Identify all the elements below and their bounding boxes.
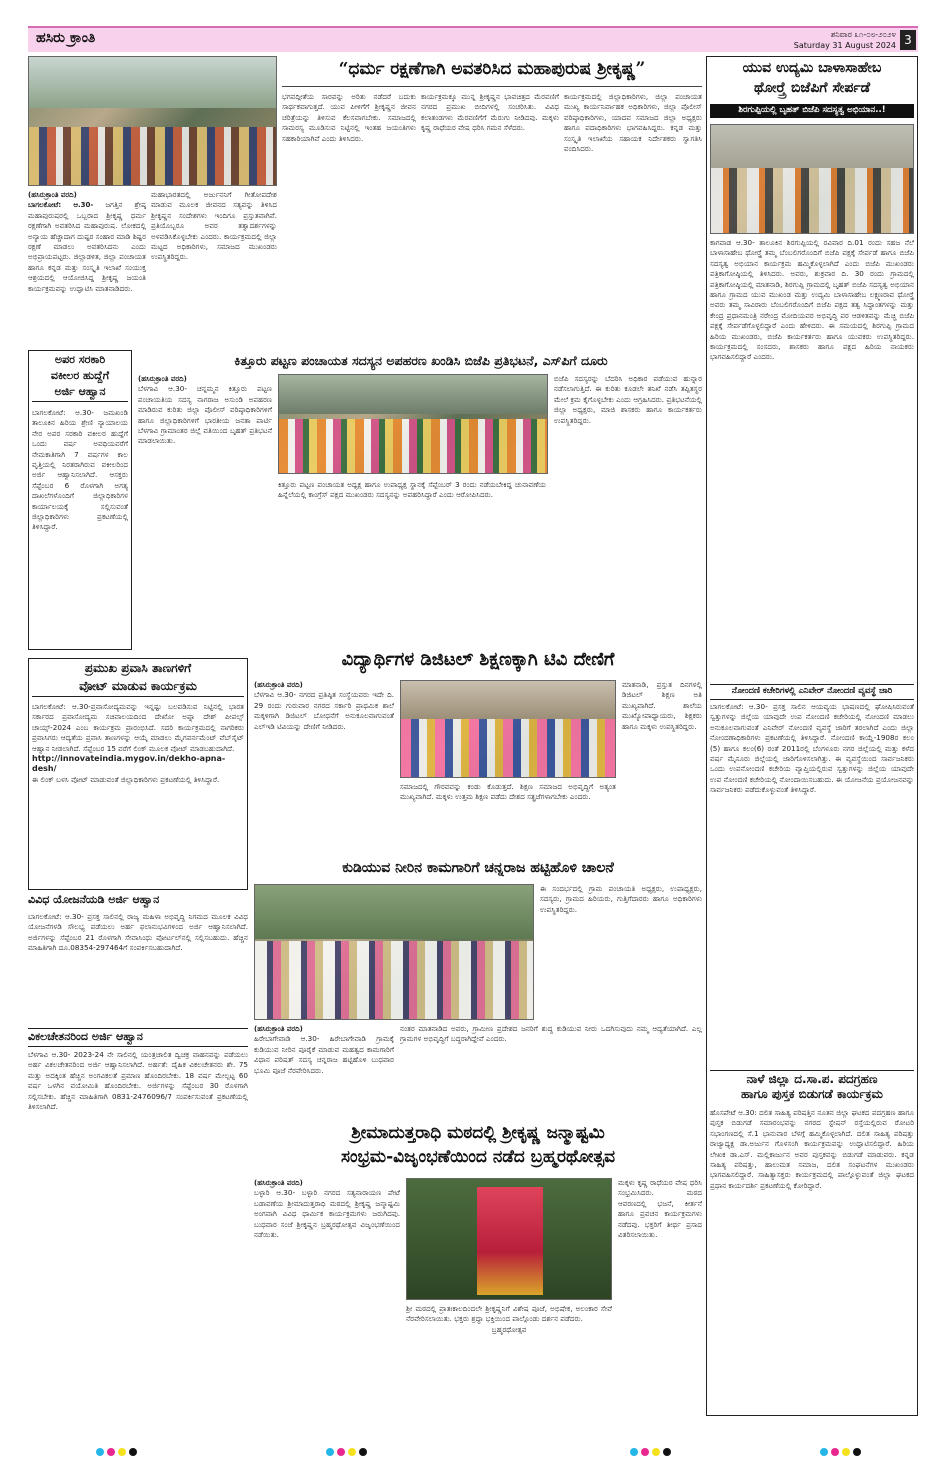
photo-background xyxy=(711,125,913,168)
story10-caption: ಬ್ರಹ್ಮರಥೋತ್ಸವ xyxy=(491,1325,527,1334)
story4-column-3 xyxy=(554,374,702,644)
story1-column-1 xyxy=(28,190,146,360)
story5-link[interactable]: http://innovateindia.mygov.in/dekho-apna-desh/ xyxy=(32,754,226,774)
issue-date xyxy=(794,29,896,51)
story9-text-1: ಹಿರೇಬಾಗೇವಾಡಿ ಆ.30- ಹಿರೇಬಾಗೇವಾಡಿ ಗ್ರಾಮಕ್ಕೆ ಕುಡಿಯುವ ನೀರಿನ ಪೂರೈಕೆ ಮಾಡುವ ಮಹತ್ವದ ಕಾಮಗಾರಿಗೆ ವಿಧಾನ ಪರಿಷತ್ ಸದಸ್ಯ ಚನ್ನರಾಜ ಹಟ್ಟಿಹೊಳಿ ಬುಧವಾರ ಭೂಮಿ ಪೂಜೆ ನೆರವೇರಿಸಿದರು. xyxy=(254,1034,394,1075)
cyan-dot xyxy=(96,1448,104,1456)
story8-credit: (ಹಸಿರುಕ್ರಾಂತಿ ವರದಿ) xyxy=(254,681,303,689)
photo-people xyxy=(711,168,913,233)
story7-text: ಬೆಳಗಾವಿ ಆ.30- 2023-24 ನೇ ಸಾಲಿನಲ್ಲಿ ಯಂತ್ರಚಾಲಿತ ದ್ವಿಚಕ್ರ ವಾಹನವನ್ನು ಪಡೆಯಲು ಅರ್ಹ ವಿಕಲಚೇತನರಿಂದ ಅರ್ಜಿ ಆಹ್ವಾನಿಸಲಾಗಿದೆ. ಅರ್ಹತೆ: ದೈಹಿಕ ವಿಕಲಚೇತನರು ಶೇ. 75 ಮತ್ತು ಅದಕ್ಕಿಂತ ಹೆಚ್ಚಿನ ಅಂಗವಿಕಲತೆ ಪ್ರಮಾಣ ಹೊಂದಿರಬೇಕು. 18 ವರ್ಷ ಮೇಲ್ಪಟ್ಟ 60 ವರ್ಷ ಒಳಗಿನ ವಯೋಮಿತಿ ಹೊಂದಿರಬೇಕು. ಅರ್ಜಿಗಳನ್ನು ಸೆಪ್ಟೆಂಬರ 30 ರೊಳಗಾಗಿ ಸಲ್ಲಿಸಬೇಕು. ಹೆಚ್ಚಿನ ಮಾಹಿತಿಗಾಗಿ 0831-2476096/7 ಸಂಪರ್ಕಿಸುವಂತೆ ಪ್ರಕಟಣೆಯಲ್ಲಿ ತಿಳಿಸಲಾಗಿದೆ. xyxy=(28,1050,248,1112)
yellow-dot xyxy=(842,1448,850,1456)
story4-photo xyxy=(278,374,548,474)
story8-text-3: ಮಾತನಾಡಿ, ಪ್ರಸ್ತುತ ದಿನಗಳಲ್ಲಿ ಡಿಜಿಟಲ್ ಶಿಕ್ಷಣ ಅತಿ ಮುಖ್ಯವಾಗಿದೆ. ಶಾಲೆಯ ಮುಖ್ಯೋಪಾಧ್ಯಾಯರು, ಶಿಕ್ಷಕರು ಹಾಗೂ ಮಕ್ಕಳು ಉಪಸ್ಥಿತರಿದ್ದರು. xyxy=(622,680,702,731)
story1-credit: (ಹಸಿರುಕ್ರಾಂತಿ ವರದಿ) xyxy=(28,191,77,199)
story4-column-1 xyxy=(138,374,272,644)
story8-text-2: ಸಮಾಜದಲ್ಲಿ ಗೌರವವನ್ನು ಕಂಡು ಕೊಡುತ್ತದೆ. ಶಿಕ್ಷಣ ಸಮಾಜದ ಅಭಿವೃದ್ಧಿಗೆ ಅತ್ಯಂತ ಮುಖ್ಯವಾಗಿದೆ. ಮಕ್ಕಳು ಉತ್ತಮ ಶಿಕ್ಷಣ ಪಡೆದು ದೇಶದ ಸತ್ಪ್ರಜೆಗಳಾಗಬೇಕು ಎಂದರು. xyxy=(400,782,616,802)
story2-subhead: ಶಿರಗುಪ್ಪಿಯಲ್ಲಿ ಬೃಹತ್ ಬಿಜೆಪಿ ಸದಸ್ಯತ್ವ ಅಭಿಯಾನ..! xyxy=(710,104,914,118)
story10-headline-1: ಶ್ರೀಮಾದುತ್ತರಾಧಿ ಮಠದಲ್ಲಿ ಶ್ರೀಕೃಷ್ಣ ಜನ್ಮಾಷ್ಟಮಿ xyxy=(351,1123,605,1143)
story1-dateline: ಬಾಗಲಕೋಟೆ: ಆ.30- xyxy=(28,201,94,210)
story1-column-4 xyxy=(421,92,559,360)
issue-date-english: Saturday 31 August 2024 xyxy=(793,41,896,50)
photo-background xyxy=(255,885,533,939)
cyan-dot xyxy=(326,1448,334,1456)
story1-column-2 xyxy=(151,190,277,360)
story10-column-1 xyxy=(254,1178,400,1418)
story4-text-2: ಕಿತ್ತೂರು ಪಟ್ಟಣ ಪಂಚಾಯತ ಅಧ್ಯಕ್ಷ ಹಾಗೂ ಉಪಾಧ್ಯಕ್ಷ ಸ್ಥಾನಕ್ಕೆ ಸೆಪ್ಟೆಂಬರ್ 3 ರಂದು ನಡೆಯಬೇಕಿದ್ದ ಚುನಾವಣೆಯ ಹಿನ್ನೆಲೆಯಲ್ಲಿ ಕಾಂಗ್ರೆಸ್ ಪಕ್ಷದ ಮುಖಂಡರು ಸದಸ್ಯನನ್ನು ಅಪಹರಿಸಿದ್ದಾರೆ ಎಂದು ಆರೋಪಿಸಿದರು. xyxy=(278,480,546,500)
story1-text-1: ಜಗತ್ತಿನ ಶ್ರೇಷ್ಠ ಮಹಾಪುರುಷರಲ್ಲಿ ಒಬ್ಬರಾದ ಶ್ರೀಕೃಷ್ಣ ಧರ್ಮ ರಕ್ಷಣೆಗಾಗಿ ಅವತರಿಸಿದ ಮಹಾಪುರುಷ. ಲೋಕದಲ್ಲಿ ಅನ್ಯಾಯ ಹೆಚ್ಚಾದಾಗ ದುಷ್ಟರ ಸಂಹಾರ ಮಾಡಿ ಶಿಷ್ಟರ ರಕ್ಷಣೆ ಮಾಡಲು ಅವತರಿಸಿದನು ಎಂದು ಅಭಿಪ್ರಾಯಪಟ್ಟರು. ಜಿಲ್ಲಾಡಳಿತ, ಜಿಲ್ಲಾ ಪಂಚಾಯತ ಹಾಗೂ ಕನ್ನಡ ಮತ್ತು ಸಂಸ್ಕೃತಿ ಇಲಾಖೆ ಸಂಯುಕ್ತ ಆಶ್ರಯದಲ್ಲಿ ಆಯೋಜಿಸಿದ್ದ ಶ್ರೀಕೃಷ್ಣ ಜಯಂತಿ ಕಾರ್ಯಕ್ರಮವನ್ನು ಉದ್ಘಾಟಿಸಿ ಮಾತನಾಡಿದರು. xyxy=(28,200,146,293)
story11-title: ನೋಂದಣಿ ಕಚೇರಿಗಳಲ್ಲಿ ಎನಿವೇರ್ ನೋಂದಣಿ ವ್ಯವಸ್ಥೆ ಜಾರಿ xyxy=(710,684,914,700)
story8-text-1: ಬೆಳಗಾವಿ ಆ.30- ನಗರದ ಪ್ರತಿಷ್ಠಿತ ಸಂಸ್ಥೆಯವರು ಇದೇ ದಿ. 29 ರಂದು ಗುರುವಾರ ನಗರದ ಸರ್ಕಾರಿ ಪ್ರಾಥಮಿಕ ಶಾಲೆ ಮಕ್ಕಳಿಗಾಗಿ ಡಿಜಿಟಲ್ ಬೋಧನೆಗೆ ಅನುಕೂಲವಾಗುವಂತೆ ಎಲ್‌ಇಡಿ ಟಿವಿಯನ್ನು ದೇಣಿಗೆ ನೀಡಿದರು. xyxy=(254,690,394,731)
chariot-shape xyxy=(477,1187,543,1295)
story10-text-1: ಬಳ್ಳಾರಿ ಆ.30- ಬಳ್ಳಾರಿ ನಗರದ ಸತ್ಯನಾರಾಯಣ ಪೇಟೆ ಬಡಾವಣೆಯ ಶ್ರೀಮಾದುತ್ತರಾಧಿ ಮಠದಲ್ಲಿ ಶ್ರೀಕೃಷ್ಣ ಜನ್ಮಾಷ್ಟಮಿ ಅಂಗವಾಗಿ ವಿವಿಧ ಧಾರ್ಮಿಕ ಕಾರ್ಯಕ್ರಮಗಳು ಜರುಗಿದವು. ಬುಧವಾರ ಸಂಜೆ ಶ್ರೀಕೃಷ್ಣನ ಬ್ರಹ್ಮರಥೋತ್ಸವ ವಿಜೃಂಭಣೆಯಿಂದ ನಡೆಯಿತು. xyxy=(254,1188,400,1240)
story5-title-1: ಪ್ರಮುಖ ಪ್ರವಾಸಿ ತಾಣಗಳಿಗೆ xyxy=(84,661,192,675)
photo-background xyxy=(401,681,615,719)
yellow-dot xyxy=(118,1448,126,1456)
story1-text-2: ಮಹಾಭಾರತದಲ್ಲಿ ಅರ್ಜುನನಿಗೆ ಗೀತೋಪದೇಶ ಮಾಡುವ ಮೂಲಕ ಜೀವನದ ಸತ್ಯವನ್ನು ತಿಳಿಸಿದ ಶ್ರೀಕೃಷ್ಣನ ಸಂದೇಶಗಳು ಇಂದಿಗೂ ಪ್ರಸ್ತುತವಾಗಿವೆ. ಪ್ರತಿಯೊಬ್ಬರೂ ಅವರ ತತ್ವಾದರ್ಶಗಳನ್ನು ಅಳವಡಿಸಿಕೊಳ್ಳಬೇಕು ಎಂದರು. ಕಾರ್ಯಕ್ರಮದಲ್ಲಿ ಜಿಲ್ಲಾ ಮಟ್ಟದ ಅಧಿಕಾರಿಗಳು, ಸಮಾಜದ ಮುಖಂಡರು ಉಪಸ್ಥಿತರಿದ್ದರು. xyxy=(151,190,277,262)
story1-text-4: ಕಾರ್ಯಕ್ರಮಕ್ಕೂ ಮುನ್ನ ಶ್ರೀಕೃಷ್ಣನ ಭಾವಚಿತ್ರದ ಮೆರವಣಿಗೆ ನಗರದ ಪ್ರಮುಖ ಬೀದಿಗಳಲ್ಲಿ ಸಂಚರಿಸಿತು. ವಿವಿಧ ಕಲಾತಂಡಗಳು ಮೆರವಣಿಗೆಗೆ ಮೆರುಗು ನೀಡಿದವು. ಮಕ್ಕಳು ಕೃಷ್ಣ ರಾಧೆಯರ ವೇಷ ಧರಿಸಿ ಗಮನ ಸೆಳೆದರು. xyxy=(421,92,559,133)
story1-headline: “ಧರ್ಮ ರಕ್ಷಣೆಗಾಗಿ ಅವತರಿಸಿದ ಮಹಾಪುರುಷ ಶ್ರೀಕೃಷ್ಣ” xyxy=(338,59,646,79)
story8-column-2 xyxy=(400,782,616,834)
story2-text: ಕಾಗವಾಡ ಆ.30- ತಾಲೂಕಿನ ಶಿರಗುಪ್ಪಿಯಲ್ಲಿ ರವಿವಾರ ದಿ.01 ರಂದು ಸಹಜ ನೆಲೆ ಬಾಳಾಸಾಹೇಬ ಥೋರ್‍ತ್ರೆ ತಮ್ಮ ಬೆಂಬಲಿಗರೊಂದಿಗೆ ಬಿಜೆಪಿ ಪಕ್ಷಕ್ಕೆ ಸೇರ್ಪಡೆ ಹಾಗೂ ಬಿಜೆಪಿ ಸದಸ್ಯತ್ವ ಅಭಿಯಾನ ಕಾರ್ಯಕ್ರಮ ಹಮ್ಮಿಕೊಳ್ಳಲಾಗಿದೆ ಎಂದು ಬಿಜೆಪಿ ಮುಖಂಡರು ಪತ್ರಿಕಾಗೋಷ್ಠಿಯಲ್ಲಿ ತಿಳಿಸಿದರು. ಅವರು, ಶುಕ್ರವಾರ ದಿ. 30 ರಂದು ಗ್ರಾಮದಲ್ಲಿ ಪತ್ರಿಕಾಗೋಷ್ಠಿಯಲ್ಲಿ ಮಾತನಾಡಿ, ಶಿರಗುಪ್ಪಿ ಗ್ರಾಮದಲ್ಲಿ ಬೃಹತ್ ಬಿಜೆಪಿ ಸದಸ್ಯತ್ವ ಅಭಿಯಾನ ಹಾಗೂ ಗ್ರಾಮದ ಯುವ ಮುಖಂಡ ಮತ್ತು ಉದ್ಯಮಿ ಬಾಳಾಸಾಹೇಬ ಲಕ್ಷ್ಮಣರಾವ ಥೋರ್‍ತ್ರೆ ಅವರು ತಮ್ಮ ಸಾವಿರಾರು ಬೆಂಬಲಿಗರೊಂದಿಗೆ ಬಿಜೆಪಿ ಪಕ್ಷದ ತತ್ವ ಸಿದ್ಧಾಂತಗಳನ್ನು ಮತ್ತು ಕೇಂದ್ರ ಪ್ರಧಾನಮಂತ್ರಿ ನರೇಂದ್ರ ಮೋದಿಯವರ ಅಭಿವೃದ್ಧಿ ಪರ ಆಡಳಿತವನ್ನು ಮೆಚ್ಚಿ ಬಿಜೆಪಿ ಪಕ್ಷಕ್ಕೆ ಸೇರ್ಪಡೆಗೊಳ್ಳಲಿದ್ದಾರೆ ಎಂದು ಹೇಳಿದರು. ಈ ಸಮಯದಲ್ಲಿ ಶಿರಗುಪ್ಪಿ ಗ್ರಾಮದ ಹಿರಿಯ ಮುಖಂಡರು, ಬಿಜೆಪಿ ಕಾರ್ಯಕರ್ತರು ಹಾಗೂ ಯುವಕರು ಉಪಸ್ಥಿತರಿದ್ದರು. ಕಾರ್ಯಕ್ರಮದಲ್ಲಿ ಸಂಸದರು, ಶಾಸಕರು ಹಾಗೂ ಪಕ್ಷದ ಹಿರಿಯ ನಾಯಕರು ಭಾಗವಹಿಸಲಿದ್ದಾರೆ ಎಂದರು. xyxy=(710,238,914,362)
story10-text-2: ಶ್ರೀ ಮಠದಲ್ಲಿ ಪ್ರಾತಃಕಾಲದಿಂದಲೇ ಶ್ರೀಕೃಷ್ಣನಿಗೆ ವಿಶೇಷ ಪೂಜೆ, ಅಭಿಷೇಕ, ಅಲಂಕಾರ ಸೇವೆ ನೆರವೇರಿಸಲಾಯಿತು. ಭಕ್ತರು ಶ್ರದ್ಧಾ ಭಕ್ತಿಯಿಂದ ಪಾಲ್ಗೊಂಡು ದರ್ಶನ ಪಡೆದರು. xyxy=(406,1304,612,1324)
story4-headline: ಕಿತ್ತೂರು ಪಟ್ಟಣ ಪಂಚಾಯತ ಸದಸ್ಯನ ಅಪಹರಣ ಖಂಡಿಸಿ ಬಿಜೆಪಿ ಪ್ರತಿಭಟನೆ, ಎಸ್‌ಪಿಗೆ ದೂರು xyxy=(234,353,608,368)
story4-text-3: ಬಿಜೆಪಿ ಸದಸ್ಯರನ್ನು ಬೆದರಿಸಿ ಅಧಿಕಾರ ಪಡೆಯುವ ಹುನ್ನಾರ ನಡೆಸಲಾಗುತ್ತಿದೆ. ಈ ಕುರಿತು ಕೂಡಲೇ ತನಿಖೆ ನಡೆಸಿ ತಪ್ಪಿತಸ್ಥರ ಮೇಲೆ ಕ್ರಮ ಕೈಗೊಳ್ಳಬೇಕು ಎಂದು ಆಗ್ರಹಿಸಿದರು. ಪ್ರತಿಭಟನೆಯಲ್ಲಿ ಜಿಲ್ಲಾ ಅಧ್ಯಕ್ಷರು, ಮಾಜಿ ಶಾಸಕರು ಹಾಗೂ ಕಾರ್ಯಕರ್ತರು ಉಪಸ್ಥಿತರಿದ್ದರು. xyxy=(554,374,702,425)
photo-people xyxy=(29,127,276,185)
story12-title-2: ಹಾಗೂ ಪುಸ್ತಕ ಬಿಡುಗಡೆ ಕಾರ್ಯಕ್ರಮ xyxy=(741,1087,883,1101)
story8-photo xyxy=(400,680,616,778)
story10-column-3 xyxy=(618,1178,702,1418)
magenta-dot xyxy=(337,1448,345,1456)
photo-people xyxy=(401,719,615,777)
photo-people xyxy=(255,941,533,1019)
magenta-dot xyxy=(831,1448,839,1456)
story5-text xyxy=(32,702,244,886)
story9-column-3 xyxy=(540,884,702,1020)
story3-title-3: ಅರ್ಜಿ ಆಹ್ವಾನ xyxy=(32,386,128,402)
story9-column-1 xyxy=(254,1024,394,1118)
yellow-dot xyxy=(652,1448,660,1456)
magenta-dot xyxy=(107,1448,115,1456)
story4-text-1: ಬೆಳಗಾವಿ ಆ.30- ಚನ್ನಮ್ಮನ ಕಿತ್ತೂರು ಪಟ್ಟಣ ಪಂಚಾಯತಿಯ ಸದಸ್ಯ ನಾಗರಾಜ ಅಸುಂಡಿ ಅಪಹರಣ ಮಾಡಿರುವ ಕುರಿತು ಜಿಲ್ಲಾ ಪೊಲೀಸ್ ವರಿಷ್ಠಾಧಿಕಾರಿಗಳಿಗೆ ಹಾಗೂ ಜಿಲ್ಲಾಧಿಕಾರಿಗಳಿಗೆ ಭಾರತೀಯ ಜನತಾ ಪಾರ್ಟಿ ಬೆಳಗಾವಿ ಗ್ರಾಮಾಂತರ ಜಿಲ್ಲೆ ವತಿಯಿಂದ ಬೃಹತ್ ಪ್ರತಿಭಟನೆ ಮಾಡಲಾಯಿತು. xyxy=(138,384,272,446)
story12-title-1: ನಾಳೆ ಜಿಲ್ಲಾ ದ.ಸಾ.ಪ. ಪದಗ್ರಹಣ xyxy=(710,1070,914,1087)
story4-credit: (ಹಸಿರುಕ್ರಾಂತಿ ವರದಿ) xyxy=(138,375,187,383)
story1-headline-rule xyxy=(282,86,702,87)
photo-people xyxy=(279,419,547,473)
story3-title-1: ಅಪರ ಸರಕಾರಿ xyxy=(54,353,106,366)
cyan-dot xyxy=(820,1448,828,1456)
black-dot xyxy=(129,1448,137,1456)
magenta-dot xyxy=(641,1448,649,1456)
yellow-dot xyxy=(348,1448,356,1456)
story10-text-3: ಮಕ್ಕಳು ಕೃಷ್ಣ ರಾಧೆಯರ ವೇಷ ಧರಿಸಿ ಸಂಭ್ರಮಿಸಿದರು. ಮಠದ ಆವರಣದಲ್ಲಿ ಭಜನೆ, ಕೀರ್ತನೆ ಹಾಗೂ ಪ್ರವಚನ ಕಾರ್ಯಕ್ರಮಗಳು ನಡೆದವು. ಭಕ್ತರಿಗೆ ತೀರ್ಥ ಪ್ರಸಾದ ವಿತರಿಸಲಾಯಿತು. xyxy=(618,1178,702,1240)
story6-title: ವಿವಿಧ ಯೋಜನೆಯಡಿ ಅರ್ಜಿ ಆಹ್ವಾನ xyxy=(28,893,160,906)
story1-photo xyxy=(28,56,277,186)
story8-column-1 xyxy=(254,680,394,830)
story8-headline: ವಿದ್ಯಾರ್ಥಿಗಳ ಡಿಜಿಟಲ್ ಶಿಕ್ಷಣಕ್ಕಾಗಿ ಟಿವಿ ದೇಣಿಗೆ xyxy=(341,649,615,670)
masthead xyxy=(28,26,918,52)
story12-text: ಹೊಸಪೇಟೆ ಆ.30: ದಲಿತ ಸಾಹಿತ್ಯ ಪರಿಷತ್ತಿನ ನೂತನ ಜಿಲ್ಲಾ ಘಟಕದ ಪದಗ್ರಹಣ ಹಾಗೂ ಪುಸ್ತಕ ಬಿಡುಗಡೆ ಸಮಾರಂಭವನ್ನು ನಗರದ ಸ್ಟೇಷನ್ ರಸ್ತೆಯಲ್ಲಿರುವ ರೋಟರಿ ಸಭಾಂಗಣದಲ್ಲಿ ಸೆ.1 ಭಾನುವಾರ ಬೆಳಗ್ಗೆ ಹಮ್ಮಿಕೊಳ್ಳಲಾಗಿದೆ. ದಲಿತ ಸಾಹಿತ್ಯ ಪರಿಷತ್ತು ರಾಜ್ಯಾಧ್ಯಕ್ಷ ಡಾ.ಅರ್ಜುನ ಗೊಳಸಂಗಿ ಕಾರ್ಯಕ್ರಮವನ್ನು ಉದ್ಘಾಟಿಸಲಿದ್ದಾರೆ. ಹಿರಿಯ ಲೇಖಕ ಡಾ.ಎಸ್. ಮಲ್ಲಿಕಾರ್ಜುನ ಅವರ ಪುಸ್ತಕವನ್ನು ಬಿಡುಗಡೆ ಮಾಡುವರು. ಕನ್ನಡ ಸಾಹಿತ್ಯ ಪರಿಷತ್ತು, ಹಾಲುಮತ ಸಮಾಜ, ದಲಿತ ಸಂಘಟನೆಗಳ ಮುಖಂಡರು ಭಾಗವಹಿಸಲಿದ್ದಾರೆ. ಸಾಹಿತ್ಯಾಸಕ್ತರು ಕಾರ್ಯಕ್ರಮದಲ್ಲಿ ಪಾಲ್ಗೊಳ್ಳುವಂತೆ ಜಿಲ್ಲಾ ಘಟಕದ ಪ್ರಧಾನ ಕಾರ್ಯದರ್ಶಿ ಪ್ರಕಟಣೆಯಲ್ಲಿ ಕೋರಿದ್ದಾರೆ. xyxy=(710,1108,914,1190)
story4-column-2 xyxy=(278,480,546,644)
issue-date-kannada: ಶನಿವಾರ ೩೧-೦೮-೨೦೨೪ xyxy=(830,30,896,39)
story3-title-2: ವಕೀಲರ ಹುದ್ದೆಗೆ xyxy=(50,369,110,382)
story2-headline-1: ಯುವ ಉದ್ಯಮಿ ಬಾಳಾಸಾಹೇಬ xyxy=(742,60,882,76)
story11-text: ಬಾಗಲಕೋಟೆ: ಆ.30- ಪ್ರಸಕ್ತ ಸಾಲಿನ ಆಯವ್ಯಯ ಭಾಷಣದಲ್ಲಿ ಘೋಷಿಸಿರುವಂತೆ ಸ್ವತ್ತುಗಳನ್ನು ಜಿಲ್ಲೆಯ ಯಾವುದೇ ಉಪ ನೋಂದಣಿ ಕಚೇರಿಯಲ್ಲಿ ನೋಂದಣಿ ಮಾಡಲು ಅನುಕೂಲವಾಗುವಂತೆ ಎನಿವೇರ್ ನೋಂದಣಿ ವ್ಯವಸ್ಥೆ ಜಾರಿಗೆ ತರಲಾಗಿದೆ ಎಂದು ಜಿಲ್ಲಾ ನೋಂದಣಾಧಿಕಾರಿಗಳು ಪ್ರಕಟಣೆಯಲ್ಲಿ ತಿಳಿಸಿದ್ದಾರೆ. ನೋಂದಣಿ ಕಾಯ್ದೆ-1908ರ ಕಲಂ (5) ಹಾಗೂ ಕಲಂ(6) ರಂತೆ 2011ರಲ್ಲಿ ಬೆಂಗಳೂರು ನಗರ ಜಿಲ್ಲೆಯಲ್ಲಿ ಮತ್ತು ಕಳೆದ ವರ್ಷ ಮೈಸೂರು ಜಿಲ್ಲೆಯಲ್ಲಿ ಜಾರಿಗೊಳಿಸಲಾಗಿತ್ತು. ಈ ವ್ಯವಸ್ಥೆಯಿಂದ ಸಾರ್ವಜನಿಕರು ಒಂದು ಉಪನೋಂದಣಿ ಕಚೇರಿಯ ವ್ಯಾಪ್ತಿಯಲ್ಲಿರುವ ಸ್ವತ್ತುಗಳನ್ನು ಜಿಲ್ಲೆಯ ಯಾವುದೇ ಉಪ ನೋಂದಣಿ ಕಚೇರಿಯಲ್ಲಿ ನೋಂದಾಯಿಸಬಹುದು. ಈ ಯೋಜನೆಯ ಪ್ರಯೋಜನವನ್ನು ಸಾರ್ವಜನಿಕರು ಪಡೆದುಕೊಳ್ಳುವಂತೆ ತಿಳಿಸಿದ್ದಾರೆ. xyxy=(710,702,914,795)
cyan-dot xyxy=(630,1448,638,1456)
story10-photo xyxy=(406,1178,612,1300)
story2-photo xyxy=(710,124,914,234)
story8-column-3 xyxy=(622,680,702,834)
story5-tail: ಈ ಲಿಂಕ್ ಬಳಸಿ ವೋಟ್ ಮಾಡುವಂತೆ ಜಿಲ್ಲಾಧಿಕಾರಿಗಳು ಪ್ರಕಟಣೆಯಲ್ಲಿ ತಿಳಿಸಿದ್ದಾರೆ. xyxy=(32,774,220,784)
registration-dots-left xyxy=(96,1441,140,1449)
story10-headline-2: ಸಂಭ್ರಮ-ವಿಜೃಂಭಣೆಯಿಂದ ನಡೆದ ಬ್ರಹ್ಮರಥೋತ್ಸವ xyxy=(341,1147,615,1167)
registration-dots-far-right xyxy=(820,1441,864,1449)
newspaper-brand: ಹಸಿರು ಕ್ರಾಂತಿ xyxy=(36,30,96,46)
story9-credit: (ಹಸಿರುಕ್ರಾಂತಿ ವರದಿ) xyxy=(254,1025,303,1033)
story5-title-2: ವೋಟ್ ಮಾಡುವ ಕಾರ್ಯಕ್ರಮ xyxy=(32,680,244,697)
story9-photo xyxy=(254,884,534,1020)
story1-column-3 xyxy=(282,92,416,360)
story9-text-3: ಈ ಸಂದರ್ಭದಲ್ಲಿ ಗ್ರಾಮ ಪಂಚಾಯತಿ ಅಧ್ಯಕ್ಷರು, ಉಪಾಧ್ಯಕ್ಷರು, ಸದಸ್ಯರು, ಗ್ರಾಮದ ಹಿರಿಯರು, ಗುತ್ತಿಗೆದಾರರು ಹಾಗೂ ಅಧಿಕಾರಿಗಳು ಉಪಸ್ಥಿತರಿದ್ದರು. xyxy=(540,884,702,914)
registration-dots-right xyxy=(630,1441,674,1449)
story10-column-2 xyxy=(406,1304,612,1408)
story10-credit: (ಹಸಿರುಕ್ರಾಂತಿ ವರದಿ) xyxy=(254,1179,303,1187)
black-dot xyxy=(663,1448,671,1456)
story7-title: ವಿಕಲಚೇತನರಿಂದ ಅರ್ಜಿ ಆಹ್ವಾನ xyxy=(28,1028,248,1047)
story2-headline-2: ಥೋರ್‍ತ್ರೆ ಬಿಜೆಪಿಗೆ ಸೇರ್ಪಡೆ xyxy=(753,80,871,96)
black-dot xyxy=(853,1448,861,1456)
photo-background xyxy=(279,375,547,414)
story9-column-2 xyxy=(400,1024,702,1118)
black-dot xyxy=(359,1448,367,1456)
story5-body: ಬಾಗಲಕೋಟೆ: ಆ.30-ಪ್ರವಾಸೋದ್ಯಮವನ್ನು ಇನ್ನಷ್ಟು ಬಲಪಡಿಸುವ ನಿಟ್ಟಿನಲ್ಲಿ ಭಾರತ ಸರ್ಕಾರದ ಪ್ರವಾಸೋದ್ಯಮ ಸಚಿವಾಲಯದಿಂದ ದೇಖೋ ಅಪ್ನಾ ದೇಶ್ ಪೀಪಲ್ಸ್ ಚಾಯ್ಸ್-2024 ಎಂಬ ಕಾರ್ಯಕ್ರಮ ಪ್ರಾರಂಭಿಸಿದೆ. ಸದರಿ ಕಾರ್ಯಕ್ರಮದಲ್ಲಿ ನಾಗರಿಕರು ಪ್ರವಾಸಿಗರು ಆದ್ಯತೆಯ ಪ್ರವಾಸಿ ತಾಣಗಳನ್ನು ಆಯ್ಕೆ ಮಾಡಲು ಮೈಗವರ್ನಮೆಂಟ್ ವೆಬ್‌ಸೈಟ್ ಆಹ್ವಾನ ನೀಡಲಾಗಿದೆ. ಸೆಪ್ಟೆಂಬರ 15 ವರೆಗೆ ಲಿಂಕ್ ಮೂಲಕ ವೋಟ್ ಮಾಡಬಹುದಾಗಿದೆ. xyxy=(32,702,244,753)
story1-text-3: ಭಗವದ್ಗೀತೆಯ ಸಾರವನ್ನು ಅರಿತು ನಡೆದರೆ ಬದುಕು ಸಾರ್ಥಕವಾಗುತ್ತದೆ. ಯುವ ಪೀಳಿಗೆಗೆ ಶ್ರೀಕೃಷ್ಣನ ಜೀವನ ಚರಿತ್ರೆಯನ್ನು ತಿಳಿಸುವ ಕೆಲಸವಾಗಬೇಕು. ಸಮಾಜದಲ್ಲಿ ಸಾಮರಸ್ಯ ಮೂಡಿಸುವ ನಿಟ್ಟಿನಲ್ಲಿ ಇಂತಹ ಜಯಂತಿಗಳು ಸಹಕಾರಿಯಾಗಿವೆ ಎಂದು ತಿಳಿಸಿದರು. xyxy=(282,92,416,143)
story3-text: ಬಾಗಲಕೋಟೆ: ಆ.30- ಜಮಖಂಡಿ ತಾಲೂಕಿನ ಹಿರಿಯ ಶ್ರೇಣಿ ನ್ಯಾಯಾಲಯ ನೇರ ಅಪರ ಸರಕಾರಿ ವಕೀಲರ ಹುದ್ದೆಗೆ ಒಂದು ವರ್ಷ ಅವಧಿಯವರೆಗೆ ನೇಮಕಾತಿಗಾಗಿ 7 ವರ್ಷಗಳ ಕಾಲ ವೃತ್ತಿಯಲ್ಲಿ ನಿರತರಾಗಿರುವ ವಕೀಲರಿಂದ ಅರ್ಜಿ ಆಹ್ವಾನಿಸಲಾಗಿದೆ. ಆಸಕ್ತರು ಸೆಪ್ಟೆಂಬರ 6 ರೊಳಗಾಗಿ ಅಗತ್ಯ ದಾಖಲೆಗಳೊಂದಿಗೆ ಜಿಲ್ಲಾಧಿಕಾರಿಗಳ ಕಾರ್ಯಾಲಯಕ್ಕೆ ಸಲ್ಲಿಸುವಂತೆ ಜಿಲ್ಲಾಧಿಕಾರಿಗಳು ಪ್ರಕಟಣೆಯಲ್ಲಿ ತಿಳಿಸಿದ್ದಾರೆ. xyxy=(32,408,128,532)
story9-headline: ಕುಡಿಯುವ ನೀರಿನ ಕಾಮಗಾರಿಗೆ ಚನ್ನರಾಜ ಹಟ್ಟಿಹೊಳಿ ಚಾಲನೆ xyxy=(342,860,614,876)
story9-text-2: ನಂತರ ಮಾತನಾಡಿದ ಅವರು, ಗ್ರಾಮೀಣ ಪ್ರದೇಶದ ಜನರಿಗೆ ಶುದ್ಧ ಕುಡಿಯುವ ನೀರು ಒದಗಿಸುವುದು ನಮ್ಮ ಆದ್ಯತೆಯಾಗಿದೆ. ಎಲ್ಲ ಗ್ರಾಮಗಳ ಅಭಿವೃದ್ಧಿಗೆ ಬದ್ಧರಾಗಿದ್ದೇವೆ ಎಂದರು. xyxy=(400,1024,702,1044)
story1-column-5 xyxy=(564,92,702,360)
photo-background xyxy=(29,57,276,108)
story1-text-5: ಕಾರ್ಯಕ್ರಮದಲ್ಲಿ ಜಿಲ್ಲಾಧಿಕಾರಿಗಳು, ಜಿಲ್ಲಾ ಪಂಚಾಯತ ಮುಖ್ಯ ಕಾರ್ಯನಿರ್ವಾಹಕ ಅಧಿಕಾರಿಗಳು, ಜಿಲ್ಲಾ ಪೊಲೀಸ್ ವರಿಷ್ಠಾಧಿಕಾರಿಗಳು, ಯಾದವ ಸಮಾಜದ ಜಿಲ್ಲಾ ಅಧ್ಯಕ್ಷರು ಹಾಗೂ ಪದಾಧಿಕಾರಿಗಳು ಭಾಗವಹಿಸಿದ್ದರು. ಕನ್ನಡ ಮತ್ತು ಸಂಸ್ಕೃತಿ ಇಲಾಖೆಯ ಸಹಾಯಕ ನಿರ್ದೇಶಕರು ಸ್ವಾಗತಿಸಿ ವಂದಿಸಿದರು. xyxy=(564,92,702,154)
page-number: 3 xyxy=(900,30,916,50)
registration-dots-center xyxy=(326,1441,370,1449)
story6-text: ಬಾಗಲಕೋಟೆ: ಆ.30- ಪ್ರಸಕ್ತ ಸಾಲಿನಲ್ಲಿ ರಾಜ್ಯ ಮಹಿಳಾ ಅಭಿವೃದ್ಧಿ ನಿಗಮದ ಮೂಲಕ ವಿವಿಧ ಯೋಜನೆಗಳಡಿ ಸೌಲಭ್ಯ ಪಡೆಯಲು ಅರ್ಹ ಫಲಾನುಭವಿಗಳಿಂದ ಅರ್ಜಿ ಆಹ್ವಾನಿಸಲಾಗಿದೆ. ಅರ್ಜಿಗಳನ್ನು ಸೆಪ್ಟೆಂಬರ 21 ರೊಳಗಾಗಿ ಸೇವಾಸಿಂಧು ಪೋರ್ಟಲ್‌ನಲ್ಲಿ ಸಲ್ಲಿಸಬಹುದು. ಹೆಚ್ಚಿನ ಮಾಹಿತಿಗಾಗಿ ದೂ.08354-297464ಗೆ ಸಂಪರ್ಕಿಸಬಹುದಾಗಿದೆ. xyxy=(28,912,248,953)
